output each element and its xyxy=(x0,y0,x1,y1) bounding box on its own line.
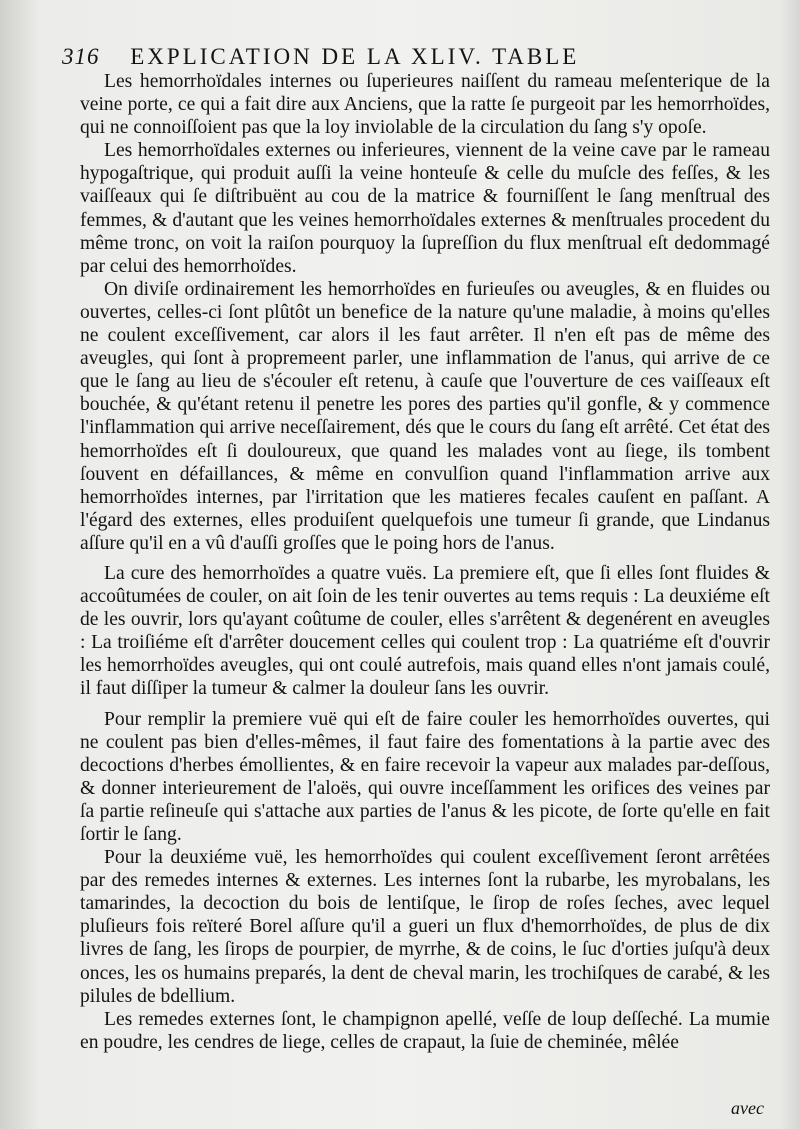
paragraph: On diviſe ordinairement les hemorrhoïdes en furieuſes ou aveugles, & en fluides ou ouvertes, celles-ci ſont plûtôt un benefice de la nature qu'une maladie, à moins qu'elles ne coulent exceſſivement, car alors il les faut arrêter. Il n'en eſt pas de même des aveugles, qui ſont à propremeent parler, une inflammation de l'anus, qui arrive de ce que le ſang au lieu de s'écouler eſt retenu, à cauſe que l'ouverture de ces vaiſſeaux eſt bouchée, & qu'étant retenu il penetre les pores des parties qu'il gonfle, & y commence l'inflammation qui arrive neceſſairement, dés que le cours du ſang eſt arrêté. Cet état des hemorrhoïdes eſt ſi douloureux, que quand les malades vont au ſiege, ils tombent ſouvent en défaillances, & même en convulſion quand l'inflammation arrive aux hemorrhoïdes internes, par l'irritation que les matieres fecales cauſent en paſſant. A l'égard des externes, elles produiſent quelquefois une tumeur ſi grande, que Lindanus aſſure qu'il en a vû d'auſſi groſſes que le poing hors de l'anus. xyxy=(80,278,770,554)
running-title: EXPLICATION DE LA XLIV. TABLE xyxy=(130,44,580,69)
paragraph: Les remedes externes ſont, le champignon apellé, veſſe de loup deſſeché. La mumie en poudre, les cendres de liege, celles de crapaut, la ſuie de cheminée, mêlée xyxy=(80,1008,770,1053)
paragraph: Pour la deuxiéme vuë, les hemorrhoïdes qui coulent exceſſivement ſeront arrêtées par des remedes internes & externes. Les internes ſont la rubarbe, les myrobalans, les tamarindes, la decoction du bois de lentiſque, le ſirop de roſes ſeches, avec lequel pluſieurs fois reïteré Borel aſſure qu'il a gueri un flux d'hemorrhoïdes, de plus de dix livres de ſang, les ſirops de pourpier, de myrrhe, & de coins, le ſuc d'orties juſqu'à deux onces, les os humains preparés, la dent de cheval marin, les trochiſques de carabé, & les pilules de bdellium. xyxy=(80,847,770,1007)
paragraph: La cure des hemorrhoïdes a quatre vuës. La premiere eſt, que ſi elles ſont fluides & accoûtumées de couler, on ait ſoin de les tenir ouvertes au tems requis : La deuxiéme eſt de les ouvrir, lors qu'ayant coûtume de couler, elles s'arrêtent & degenérent en aveugles : La troiſiéme eſt d'arrêter doucement celles qui coulent trop : La quatriéme eſt d'ouvrir les hemorrhoïdes aveugles, qui ont coulé autrefois, mais quand elles n'ont jamais coulé, il faut diſſiper la tumeur & calmer la douleur ſans les ouvrir. xyxy=(80,562,770,700)
paragraph: Les hemorrhoïdales internes ou ſuperieures naiſſent du rameau meſenterique de la veine porte, ce qui a fait dire aux Anciens, que la ratte ſe purgeoit par les hemorrhoïdes, qui ne connoiſſoient pas que la loy inviolable de la circulation du ſang s'y opoſe. xyxy=(80,71,770,139)
running-header xyxy=(62,44,762,70)
catchword: avec xyxy=(731,1098,764,1118)
text-body xyxy=(80,70,770,1054)
paragraph: Pour remplir la premiere vuë qui eſt de faire couler les hemorrhoïdes ouvertes, qui ne coulent pas bien d'elles-mêmes, il faut faire des fomentations à la partie avec des decoctions d'herbes émollientes, & en faire recevoir la vapeur aux malades par-deſſous, & donner interieurement de l'aloës, qui ouvre inceſſamment les orifices des veines par ſa partie reſineuſe qui s'attache aux parties de l'anus & les picote, de ſorte qu'elle en fait ſortir le ſang. xyxy=(80,708,770,845)
page-number: 316 xyxy=(62,44,100,69)
paragraph: Les hemorrhoïdales externes ou inferieures, viennent de la veine cave par le rameau hypogaſtrique, qui produit auſſi la veine honteuſe & celle du muſcle des feſſes, & les vaiſſeaux qui ſe diſtribuënt au cou de la matrice & fourniſſent le ſang menſtrual des femmes, & d'autant que les veines hemorrhoïdales externes & menſtruales procedent du même tronc, on voit la raiſon pourquoy la ſupreſſion du flux menſtrual eſt dedommagé par celui des hemorrhoïdes. xyxy=(80,140,770,277)
